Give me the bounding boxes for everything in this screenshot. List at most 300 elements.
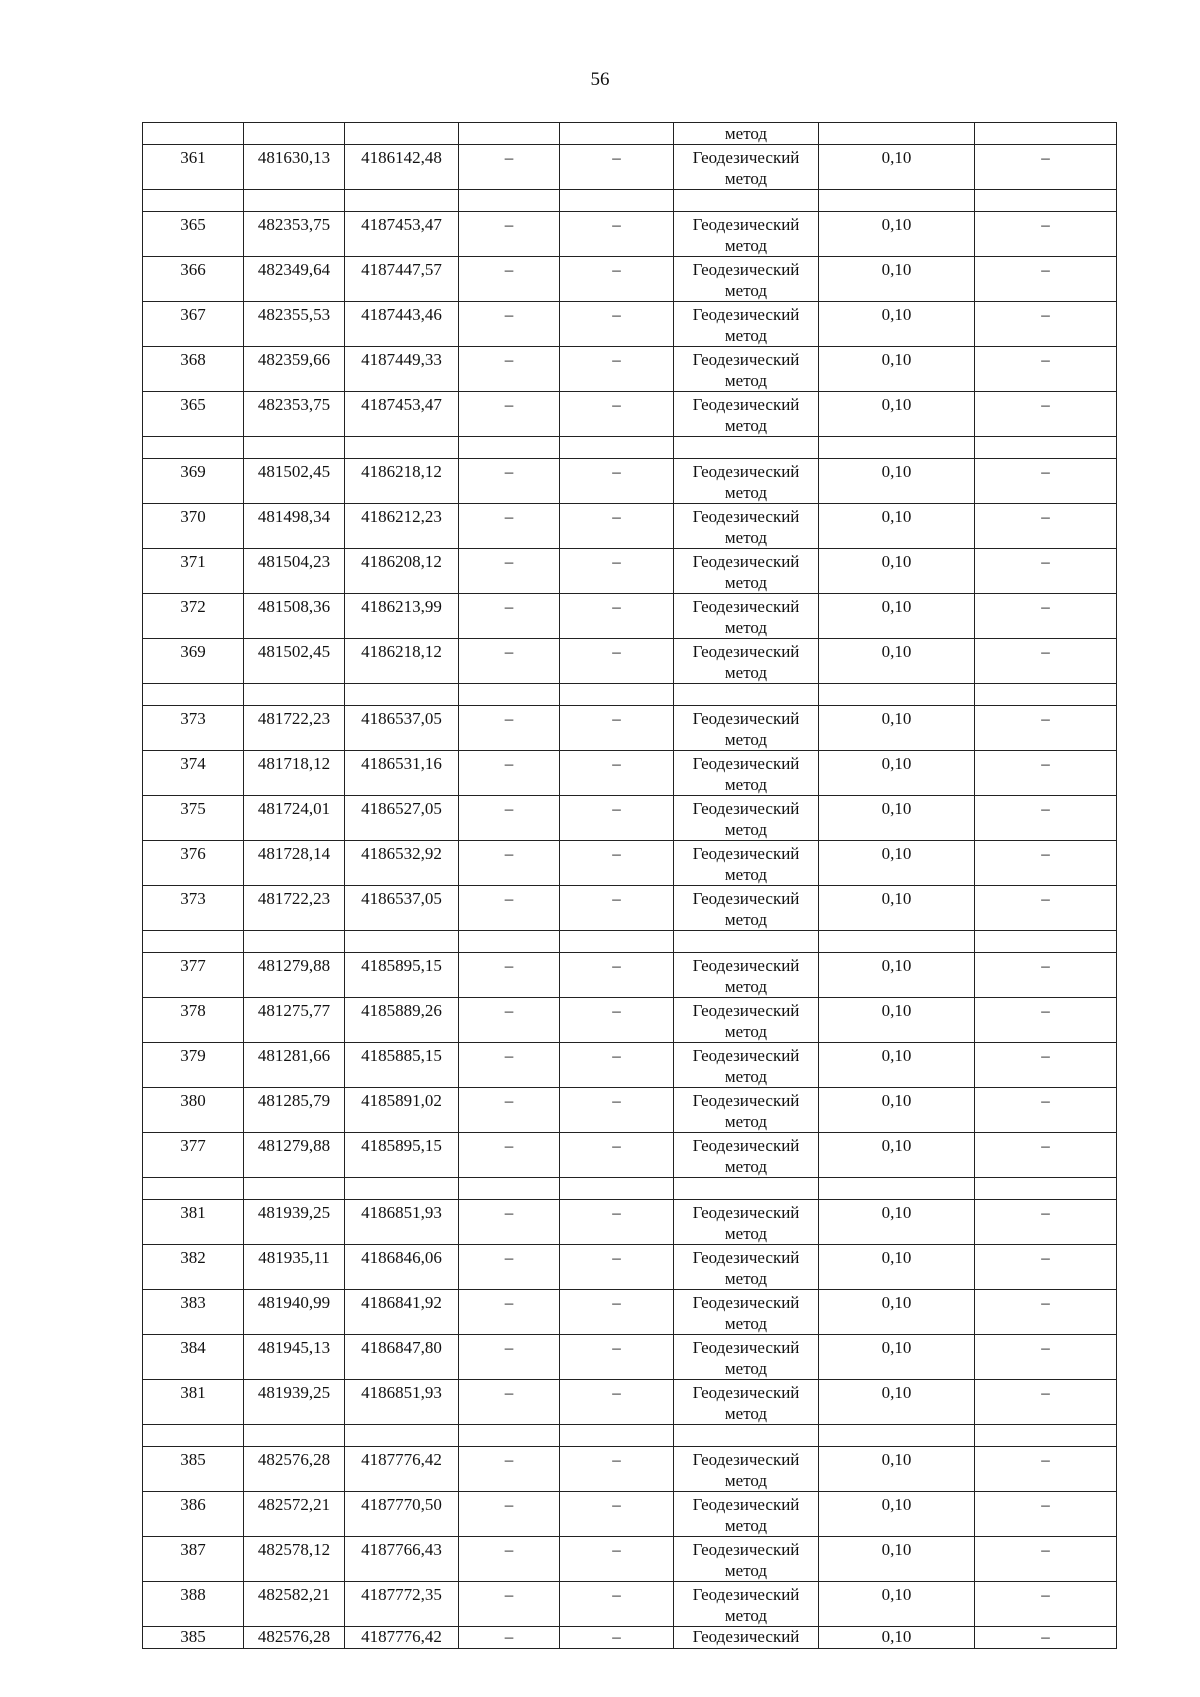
cell-column-9: – xyxy=(975,886,1117,931)
cell-precision: 0,10 xyxy=(819,953,975,998)
cell-empty xyxy=(819,123,975,145)
cell-method xyxy=(674,1043,819,1088)
cell-x-coordinate: 481508,36 xyxy=(244,594,345,639)
cell-empty xyxy=(975,190,1117,212)
cell-column-5: – xyxy=(560,1043,674,1088)
cell-method xyxy=(674,1088,819,1133)
method-line-2: метод xyxy=(724,528,768,547)
cell-y-coordinate: 4185889,26 xyxy=(345,998,459,1043)
method-line-2: метод xyxy=(724,1224,768,1243)
cell-column-5: – xyxy=(560,1133,674,1178)
cell-precision: 0,10 xyxy=(819,549,975,594)
cell-precision: 0,10 xyxy=(819,1380,975,1425)
cell-column-4: – xyxy=(459,1088,560,1133)
cell-point-number: 388 xyxy=(143,1582,244,1627)
cell-point-number: 376 xyxy=(143,841,244,886)
cell-empty xyxy=(143,437,244,459)
method-line-2: метод xyxy=(724,483,768,502)
cell-column-9: – xyxy=(975,998,1117,1043)
table-row xyxy=(143,953,1117,998)
cell-column-9: – xyxy=(975,459,1117,504)
cell-x-coordinate: 481281,66 xyxy=(244,1043,345,1088)
cell-column-9: – xyxy=(975,1492,1117,1537)
cell-empty xyxy=(345,684,459,706)
cell-precision: 0,10 xyxy=(819,347,975,392)
cell-column-9: – xyxy=(975,1627,1117,1649)
cell-column-4: – xyxy=(459,998,560,1043)
cell-precision: 0,10 xyxy=(819,145,975,190)
cell-column-4: – xyxy=(459,257,560,302)
cell-y-coordinate: 4185895,15 xyxy=(345,1133,459,1178)
cell-x-coordinate: 481504,23 xyxy=(244,549,345,594)
table-row xyxy=(143,347,1117,392)
cell-column-9: – xyxy=(975,1447,1117,1492)
cell-column-9: – xyxy=(975,953,1117,998)
cell-method xyxy=(674,1335,819,1380)
cell-column-9: – xyxy=(975,594,1117,639)
cell-empty xyxy=(560,437,674,459)
cell-point-number: 386 xyxy=(143,1492,244,1537)
cell-empty xyxy=(975,437,1117,459)
cell-method xyxy=(674,1582,819,1627)
method-line-1: Геодезический xyxy=(692,1293,800,1312)
cell-empty xyxy=(975,931,1117,953)
cell-y-coordinate: 4187766,43 xyxy=(345,1537,459,1582)
cell-column-5: – xyxy=(560,1582,674,1627)
table-separator-row xyxy=(143,1425,1117,1447)
table-separator-row xyxy=(143,684,1117,706)
cell-x-coordinate: 481940,99 xyxy=(244,1290,345,1335)
cell-y-coordinate: 4186531,16 xyxy=(345,751,459,796)
cell-y-coordinate: 4186527,05 xyxy=(345,796,459,841)
cell-column-4: – xyxy=(459,1627,560,1649)
cell-x-coordinate: 482576,28 xyxy=(244,1447,345,1492)
table-row xyxy=(143,504,1117,549)
cell-precision: 0,10 xyxy=(819,1245,975,1290)
method-line-2: метод xyxy=(724,1269,768,1288)
cell-column-5: – xyxy=(560,1200,674,1245)
method-line-1: Геодезический xyxy=(692,844,800,863)
cell-column-5: – xyxy=(560,1245,674,1290)
cell-y-coordinate: 4186142,48 xyxy=(345,145,459,190)
cell-column-4: – xyxy=(459,1043,560,1088)
cell-y-coordinate: 4187449,33 xyxy=(345,347,459,392)
cell-empty xyxy=(560,684,674,706)
cell-x-coordinate: 481724,01 xyxy=(244,796,345,841)
cell-y-coordinate: 4185891,02 xyxy=(345,1088,459,1133)
cell-point-number: 374 xyxy=(143,751,244,796)
table-row xyxy=(143,1447,1117,1492)
cell-point-number: 387 xyxy=(143,1537,244,1582)
cell-method xyxy=(674,302,819,347)
cell-empty xyxy=(674,1178,819,1200)
method-line-2: метод xyxy=(724,820,768,839)
method-line-1: Геодезический xyxy=(692,1627,800,1646)
cell-column-4: – xyxy=(459,459,560,504)
cell-empty xyxy=(560,931,674,953)
cell-y-coordinate: 4186218,12 xyxy=(345,639,459,684)
cell-column-9: – xyxy=(975,1537,1117,1582)
cell-column-4: – xyxy=(459,796,560,841)
cell-y-coordinate: 4186846,06 xyxy=(345,1245,459,1290)
cell-point-number: 369 xyxy=(143,639,244,684)
cell-x-coordinate: 482578,12 xyxy=(244,1537,345,1582)
cell-empty xyxy=(459,123,560,145)
cell-x-coordinate: 481279,88 xyxy=(244,1133,345,1178)
method-line-1: Геодезический xyxy=(692,1540,800,1559)
cell-column-5: – xyxy=(560,594,674,639)
cell-empty xyxy=(244,1178,345,1200)
cell-column-5: – xyxy=(560,706,674,751)
method-line-1: Геодезический xyxy=(692,709,800,728)
cell-x-coordinate: 481945,13 xyxy=(244,1335,345,1380)
cell-empty xyxy=(345,931,459,953)
cell-point-number: 383 xyxy=(143,1290,244,1335)
cell-point-number: 382 xyxy=(143,1245,244,1290)
cell-precision: 0,10 xyxy=(819,796,975,841)
table-row xyxy=(143,145,1117,190)
cell-point-number: 373 xyxy=(143,886,244,931)
cell-x-coordinate: 481939,25 xyxy=(244,1380,345,1425)
cell-empty xyxy=(560,123,674,145)
cell-column-4: – xyxy=(459,953,560,998)
cell-column-5: – xyxy=(560,639,674,684)
cell-point-number: 377 xyxy=(143,953,244,998)
cell-empty xyxy=(560,1178,674,1200)
cell-precision: 0,10 xyxy=(819,1200,975,1245)
cell-precision: 0,10 xyxy=(819,392,975,437)
cell-column-5: – xyxy=(560,751,674,796)
cell-x-coordinate: 481285,79 xyxy=(244,1088,345,1133)
cell-column-5: – xyxy=(560,504,674,549)
cell-column-9: – xyxy=(975,347,1117,392)
cell-empty xyxy=(560,190,674,212)
cell-column-5: – xyxy=(560,1537,674,1582)
cell-precision: 0,10 xyxy=(819,886,975,931)
cell-precision: 0,10 xyxy=(819,257,975,302)
cell-x-coordinate: 481279,88 xyxy=(244,953,345,998)
cell-column-4: – xyxy=(459,1380,560,1425)
cell-point-number: 371 xyxy=(143,549,244,594)
method-line-1: Геодезический xyxy=(692,1248,800,1267)
cell-column-5: – xyxy=(560,257,674,302)
method-line-2: метод xyxy=(724,1606,768,1625)
cell-precision: 0,10 xyxy=(819,1133,975,1178)
cell-method xyxy=(674,998,819,1043)
method-line-2: метод xyxy=(724,910,768,929)
table-row xyxy=(143,1043,1117,1088)
table-row xyxy=(143,1200,1117,1245)
method-line-2: метод xyxy=(724,281,768,300)
cell-point-number: 380 xyxy=(143,1088,244,1133)
cell-column-5: – xyxy=(560,459,674,504)
cell-empty xyxy=(560,1425,674,1447)
cell-empty xyxy=(244,684,345,706)
method-line-2: метод xyxy=(724,169,768,188)
cell-y-coordinate: 4186532,92 xyxy=(345,841,459,886)
cell-method xyxy=(674,257,819,302)
cell-y-coordinate: 4187776,42 xyxy=(345,1447,459,1492)
table-row xyxy=(143,1245,1117,1290)
cell-column-5: – xyxy=(560,998,674,1043)
table-row xyxy=(143,1088,1117,1133)
cell-x-coordinate: 481630,13 xyxy=(244,145,345,190)
cell-precision: 0,10 xyxy=(819,639,975,684)
cell-method xyxy=(674,706,819,751)
method-line-1: Геодезический xyxy=(692,1495,800,1514)
table-row xyxy=(143,1335,1117,1380)
cell-point-number: 369 xyxy=(143,459,244,504)
cell-point-number: 365 xyxy=(143,392,244,437)
cell-empty xyxy=(674,684,819,706)
cell-column-5: – xyxy=(560,953,674,998)
cell-column-4: – xyxy=(459,751,560,796)
cell-x-coordinate: 481718,12 xyxy=(244,751,345,796)
cell-column-4: – xyxy=(459,504,560,549)
cell-column-4: – xyxy=(459,1200,560,1245)
cell-y-coordinate: 4185895,15 xyxy=(345,953,459,998)
page-number: 56 xyxy=(590,69,610,90)
cell-column-5: – xyxy=(560,886,674,931)
cell-column-5: – xyxy=(560,347,674,392)
table-row xyxy=(143,1492,1117,1537)
cell-precision: 0,10 xyxy=(819,1043,975,1088)
cell-empty xyxy=(345,437,459,459)
method-line-2: метод xyxy=(724,977,768,996)
cell-empty xyxy=(975,1178,1117,1200)
cell-column-4: – xyxy=(459,1290,560,1335)
cell-column-9: – xyxy=(975,1245,1117,1290)
cell-y-coordinate: 4187453,47 xyxy=(345,212,459,257)
table-row xyxy=(143,257,1117,302)
cell-empty xyxy=(244,123,345,145)
cell-x-coordinate: 481275,77 xyxy=(244,998,345,1043)
cell-method xyxy=(674,392,819,437)
cell-empty xyxy=(143,684,244,706)
cell-method xyxy=(674,347,819,392)
cell-column-9: – xyxy=(975,549,1117,594)
method-line-1: Геодезический xyxy=(692,462,800,481)
method-line-1: Геодезический xyxy=(692,305,800,324)
table-row xyxy=(143,594,1117,639)
cell-x-coordinate: 481498,34 xyxy=(244,504,345,549)
method-line-2: метод xyxy=(724,1112,768,1131)
cell-x-coordinate: 482359,66 xyxy=(244,347,345,392)
table-row xyxy=(143,459,1117,504)
method-line-1: Геодезический xyxy=(692,642,800,661)
cell-method xyxy=(674,751,819,796)
table-row xyxy=(143,886,1117,931)
table-row xyxy=(143,1582,1117,1627)
cell-empty xyxy=(459,1178,560,1200)
cell-precision: 0,10 xyxy=(819,706,975,751)
cell-method-continued: метод xyxy=(674,123,819,145)
cell-column-5: – xyxy=(560,549,674,594)
method-line-1: Геодезический xyxy=(692,754,800,773)
cell-column-9: – xyxy=(975,1335,1117,1380)
cell-precision: 0,10 xyxy=(819,1537,975,1582)
cell-method xyxy=(674,1492,819,1537)
method-line-2: метод xyxy=(724,1067,768,1086)
method-line-2: метод xyxy=(724,1314,768,1333)
cell-point-number: 365 xyxy=(143,212,244,257)
cell-column-5: – xyxy=(560,1290,674,1335)
cell-column-9: – xyxy=(975,1290,1117,1335)
cell-x-coordinate: 482582,21 xyxy=(244,1582,345,1627)
cell-column-4: – xyxy=(459,1492,560,1537)
cell-empty xyxy=(819,1425,975,1447)
method-line-1: Геодезический xyxy=(692,552,800,571)
method-line-1: Геодезический xyxy=(692,799,800,818)
cell-x-coordinate: 482353,75 xyxy=(244,212,345,257)
cell-method xyxy=(674,1133,819,1178)
cell-empty xyxy=(345,123,459,145)
cell-empty xyxy=(143,1425,244,1447)
cell-y-coordinate: 4186537,05 xyxy=(345,706,459,751)
method-line-1: Геодезический xyxy=(692,1001,800,1020)
method-line-1: Геодезический xyxy=(692,889,800,908)
cell-column-4: – xyxy=(459,594,560,639)
cell-method xyxy=(674,886,819,931)
cell-column-4: – xyxy=(459,347,560,392)
table-row xyxy=(143,1380,1117,1425)
cell-column-9: – xyxy=(975,1380,1117,1425)
cell-method xyxy=(674,1245,819,1290)
method-line-2: метод xyxy=(724,1157,768,1176)
cell-column-4: – xyxy=(459,1447,560,1492)
cell-method xyxy=(674,1290,819,1335)
cell-method xyxy=(674,549,819,594)
method-line-2: метод xyxy=(724,1561,768,1580)
cell-x-coordinate: 481728,14 xyxy=(244,841,345,886)
cell-precision: 0,10 xyxy=(819,504,975,549)
method-line-1: Геодезический xyxy=(692,1046,800,1065)
cell-method xyxy=(674,1380,819,1425)
cell-empty xyxy=(345,1425,459,1447)
cell-empty xyxy=(674,437,819,459)
cell-empty xyxy=(819,190,975,212)
cell-method xyxy=(674,1537,819,1582)
cell-method xyxy=(674,145,819,190)
method-line-2: метод xyxy=(724,236,768,255)
table-row xyxy=(143,751,1117,796)
cell-precision: 0,10 xyxy=(819,1088,975,1133)
cell-column-9: – xyxy=(975,1043,1117,1088)
cell-precision: 0,10 xyxy=(819,1627,975,1649)
table-row xyxy=(143,1627,1117,1649)
cell-column-4: – xyxy=(459,1537,560,1582)
table-row xyxy=(143,392,1117,437)
cell-column-9: – xyxy=(975,302,1117,347)
cell-empty xyxy=(674,190,819,212)
method-line-1: Геодезический xyxy=(692,215,800,234)
cell-precision: 0,10 xyxy=(819,594,975,639)
method-line-1: Геодезический xyxy=(692,260,800,279)
cell-method xyxy=(674,594,819,639)
cell-point-number: 379 xyxy=(143,1043,244,1088)
cell-column-5: – xyxy=(560,145,674,190)
cell-method xyxy=(674,953,819,998)
cell-column-4: – xyxy=(459,886,560,931)
cell-column-5: – xyxy=(560,1088,674,1133)
method-line-2: метод xyxy=(724,663,768,682)
cell-y-coordinate: 4186213,99 xyxy=(345,594,459,639)
table-row xyxy=(143,639,1117,684)
table-row xyxy=(143,706,1117,751)
cell-empty xyxy=(975,684,1117,706)
method-line-2: метод xyxy=(724,1022,768,1041)
table-separator-row xyxy=(143,437,1117,459)
cell-column-5: – xyxy=(560,841,674,886)
method-line-1: Геодезический xyxy=(692,956,800,975)
cell-method xyxy=(674,212,819,257)
cell-point-number: 381 xyxy=(143,1380,244,1425)
cell-x-coordinate: 482353,75 xyxy=(244,392,345,437)
cell-column-9: – xyxy=(975,1133,1117,1178)
cell-column-5: – xyxy=(560,212,674,257)
cell-empty xyxy=(975,123,1117,145)
cell-y-coordinate: 4187770,50 xyxy=(345,1492,459,1537)
table-separator-row xyxy=(143,190,1117,212)
cell-y-coordinate: 4186218,12 xyxy=(345,459,459,504)
cell-precision: 0,10 xyxy=(819,751,975,796)
method-line-2: метод xyxy=(724,775,768,794)
cell-empty xyxy=(459,1425,560,1447)
table-row xyxy=(143,549,1117,594)
method-line-2: метод xyxy=(724,865,768,884)
cell-y-coordinate: 4187453,47 xyxy=(345,392,459,437)
cell-column-5: – xyxy=(560,392,674,437)
method-line-2: метод xyxy=(724,730,768,749)
table-separator-row xyxy=(143,931,1117,953)
cell-precision: 0,10 xyxy=(819,841,975,886)
cell-column-9: – xyxy=(975,504,1117,549)
method-line-1: Геодезический xyxy=(692,597,800,616)
cell-precision: 0,10 xyxy=(819,1290,975,1335)
cell-y-coordinate: 4185885,15 xyxy=(345,1043,459,1088)
cell-column-4: – xyxy=(459,212,560,257)
method-line-1: Геодезический xyxy=(692,507,800,526)
method-line-2: метод xyxy=(724,573,768,592)
cell-y-coordinate: 4187447,57 xyxy=(345,257,459,302)
cell-point-number: 375 xyxy=(143,796,244,841)
table-row xyxy=(143,796,1117,841)
method-line-2: метод xyxy=(724,416,768,435)
cell-x-coordinate: 482349,64 xyxy=(244,257,345,302)
cell-point-number: 370 xyxy=(143,504,244,549)
table-row xyxy=(143,1537,1117,1582)
table-row xyxy=(143,998,1117,1043)
table-row xyxy=(143,1290,1117,1335)
cell-column-9: – xyxy=(975,212,1117,257)
method-line-1: Геодезический xyxy=(692,1091,800,1110)
cell-y-coordinate: 4187776,42 xyxy=(345,1627,459,1649)
cell-y-coordinate: 4186212,23 xyxy=(345,504,459,549)
cell-empty xyxy=(819,1178,975,1200)
cell-precision: 0,10 xyxy=(819,1335,975,1380)
cell-column-4: – xyxy=(459,1245,560,1290)
cell-column-5: – xyxy=(560,302,674,347)
cell-empty xyxy=(244,1425,345,1447)
cell-x-coordinate: 481502,45 xyxy=(244,459,345,504)
cell-column-4: – xyxy=(459,1582,560,1627)
cell-precision: 0,10 xyxy=(819,302,975,347)
cell-x-coordinate: 482576,28 xyxy=(244,1627,345,1649)
cell-x-coordinate: 481722,23 xyxy=(244,886,345,931)
cell-point-number: 377 xyxy=(143,1133,244,1178)
cell-point-number: 373 xyxy=(143,706,244,751)
coordinates-table xyxy=(142,122,1117,1649)
